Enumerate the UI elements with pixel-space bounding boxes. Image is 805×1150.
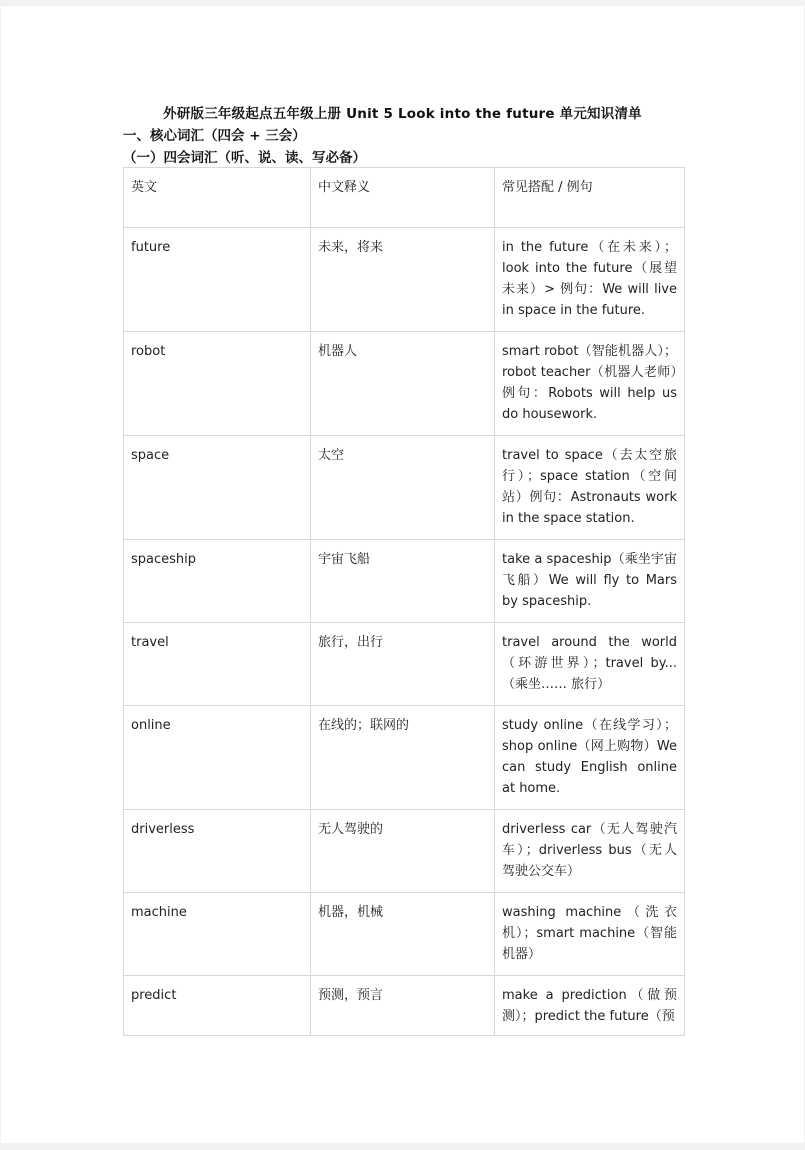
example-cell: washing machine（洗衣机）；smart machine（智能机器）	[495, 893, 685, 976]
table-row	[124, 228, 685, 332]
word-cell: future	[124, 228, 311, 332]
meaning-cell: 未来，将来	[311, 228, 495, 332]
meaning-cell: 旅行，出行	[311, 623, 495, 706]
table-row	[124, 810, 685, 893]
header-chinese: 中文释义	[311, 168, 495, 228]
meaning-cell: 预测，预言	[311, 976, 495, 1036]
example-cell: travel to space（去太空旅行）；space station（空间站）例句：Astronauts work in the space station.	[495, 436, 685, 540]
meaning-cell: 机器人	[311, 332, 495, 436]
word-cell: robot	[124, 332, 311, 436]
word-cell: space	[124, 436, 311, 540]
table-header-row	[124, 168, 685, 228]
example-cell: make a prediction（做预测）；predict the future（预	[495, 976, 685, 1036]
table-row	[124, 976, 685, 1036]
meaning-cell: 机器，机械	[311, 893, 495, 976]
document-title: 外研版三年级起点五年级上册 Unit 5 Look into the future 单元知识清单	[163, 106, 642, 122]
header-english: 英文	[124, 168, 311, 228]
meaning-cell: 在线的；联网的	[311, 706, 495, 810]
example-cell: take a spaceship（乘坐宇宙飞船）We will fly to Mars by spaceship.	[495, 540, 685, 623]
example-cell: study online（在线学习）；shop online（网上购物）We can study English online at home.	[495, 706, 685, 810]
table-row	[124, 332, 685, 436]
meaning-cell: 无人驾驶的	[311, 810, 495, 893]
section-heading: 一、核心词汇（四会 + 三会）	[123, 128, 306, 144]
word-cell: machine	[124, 893, 311, 976]
meaning-cell: 宇宙飞船	[311, 540, 495, 623]
word-cell: travel	[124, 623, 311, 706]
header-example: 常见搭配 / 例句	[495, 168, 685, 228]
example-cell: travel around the world（环游世界）；travel by...（乘坐…… 旅行）	[495, 623, 685, 706]
table-row	[124, 706, 685, 810]
example-cell: driverless car（无人驾驶汽车）；driverless bus（无人驾驶公交车）	[495, 810, 685, 893]
table-row	[124, 436, 685, 540]
table-row	[124, 540, 685, 623]
example-cell: smart robot（智能机器人）；robot teacher（机器人老师）例句：Robots will help us do housework.	[495, 332, 685, 436]
meaning-cell: 太空	[311, 436, 495, 540]
table-row	[124, 623, 685, 706]
word-cell: spaceship	[124, 540, 311, 623]
vocabulary-table	[123, 167, 685, 1036]
subsection-heading: （一）四会词汇（听、说、读、写必备）	[123, 150, 366, 166]
word-cell: predict	[124, 976, 311, 1036]
example-cell: in the future（在未来）；look into the future（展望未来）> 例句：We will live in space in the future.	[495, 228, 685, 332]
word-cell: online	[124, 706, 311, 810]
table-row	[124, 893, 685, 976]
word-cell: driverless	[124, 810, 311, 893]
